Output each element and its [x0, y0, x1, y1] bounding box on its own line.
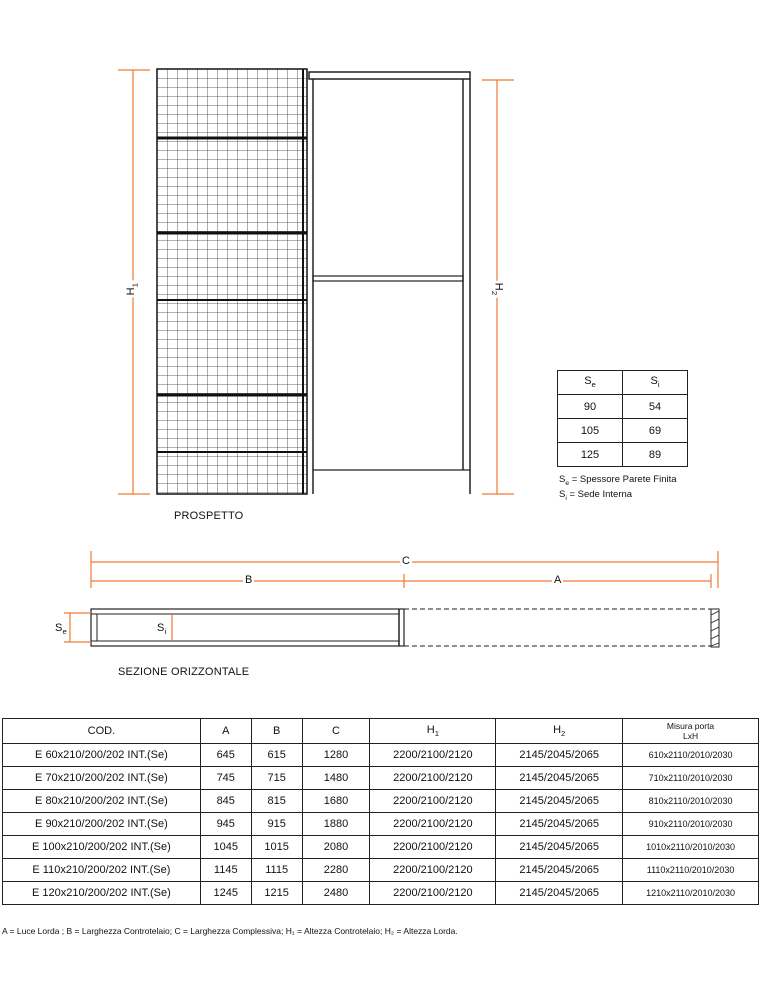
cell-b: 715 — [251, 767, 302, 790]
cell-h2: 2145/2045/2065 — [496, 790, 623, 813]
cell-h2: 2145/2045/2065 — [496, 882, 623, 905]
cell-b: 615 — [251, 744, 302, 767]
cell-a: 645 — [200, 744, 251, 767]
cell-a: 1145 — [200, 859, 251, 882]
cell-c: 1880 — [302, 813, 370, 836]
cell-misura: 1110x2110/2010/2030 — [623, 859, 759, 882]
table-row — [558, 395, 688, 419]
header-misura: Misura porta LxH — [623, 719, 759, 744]
legend-item: $S_e$ = Spessore Parete Finita — [559, 474, 677, 487]
se-si-dimensions — [64, 613, 172, 642]
thickness-table-header — [558, 371, 688, 395]
cell-h2: 2145/2045/2065 — [496, 813, 623, 836]
cell-misura: 810x2110/2010/2030 — [623, 790, 759, 813]
cell-c: 1280 — [302, 744, 370, 767]
cell-a: 1045 — [200, 836, 251, 859]
cell-c: 1680 — [302, 790, 370, 813]
cell-h1: 2200/2100/2120 — [370, 836, 496, 859]
cell-misura: 710x2110/2010/2030 — [623, 767, 759, 790]
cell-h2: 2145/2045/2065 — [496, 836, 623, 859]
table-row — [558, 419, 688, 443]
c-label: C — [402, 555, 410, 567]
b-label: B — [245, 574, 253, 586]
sezione-label: SEZIONE ORIZZONTALE — [118, 666, 250, 678]
table-row — [3, 813, 759, 836]
cell-misura: 1210x2110/2010/2030 — [623, 882, 759, 905]
cell-cod: E 80x210/200/202 INT.(Se) — [3, 790, 201, 813]
cell-se: 125 — [558, 443, 623, 467]
table-row — [3, 882, 759, 905]
mesh-panel — [157, 69, 307, 494]
cell-cod: E 100x210/200/202 INT.(Se) — [3, 836, 201, 859]
cell-h2: 2145/2045/2065 — [496, 767, 623, 790]
header-si: $S_i$ — [623, 371, 688, 395]
cell-b: 1115 — [251, 859, 302, 882]
cell-si: 89 — [623, 443, 688, 467]
door-frame — [309, 72, 470, 494]
cell-h1: 2200/2100/2120 — [370, 859, 496, 882]
cell-misura: 910x2110/2010/2030 — [623, 813, 759, 836]
cell-se: 90 — [558, 395, 623, 419]
cell-cod: E 90x210/200/202 INT.(Se) — [3, 813, 201, 836]
table-row — [3, 790, 759, 813]
cell-misura: 610x2110/2010/2030 — [623, 744, 759, 767]
cell-si: 69 — [623, 419, 688, 443]
footnote: A = Luce Lorda ; B = Larghezza Controtelaio; C = Larghezza Complessiva; H₁ = Altezza Controtelaio; H₂ = Altezza Lorda. — [2, 926, 458, 936]
cell-h1: 2200/2100/2120 — [370, 790, 496, 813]
dimensions-table-body — [3, 744, 759, 905]
header-cod: COD. — [3, 719, 201, 744]
cell-h2: 2145/2045/2065 — [496, 744, 623, 767]
si-label: $S_i$ — [157, 622, 167, 637]
a-label: A — [554, 574, 562, 586]
header-h1: $H_1$ — [370, 719, 496, 744]
cell-cod: E 120x210/200/202 INT.(Se) — [3, 882, 201, 905]
header-a: A — [200, 719, 251, 744]
table-row — [3, 744, 759, 767]
cell-a: 1245 — [200, 882, 251, 905]
cell-a: 845 — [200, 790, 251, 813]
cell-c: 2080 — [302, 836, 370, 859]
cell-a: 745 — [200, 767, 251, 790]
table-row — [3, 836, 759, 859]
cell-se: 105 — [558, 419, 623, 443]
cell-h1: 2200/2100/2120 — [370, 813, 496, 836]
header-h2: $H_2$ — [496, 719, 623, 744]
dimensions-table — [2, 718, 759, 905]
se-label: $S_e$ — [55, 622, 68, 637]
table-row — [3, 859, 759, 882]
cell-h1: 2200/2100/2120 — [370, 744, 496, 767]
cell-c: 2280 — [302, 859, 370, 882]
thickness-legend — [559, 474, 677, 504]
cell-misura: 1010x2110/2010/2030 — [623, 836, 759, 859]
table-row — [3, 767, 759, 790]
cell-b: 815 — [251, 790, 302, 813]
cell-c: 1480 — [302, 767, 370, 790]
header-se: $S_e$ — [558, 371, 623, 395]
section-profile — [91, 609, 719, 647]
h1-label: $H_1$ — [125, 282, 140, 296]
h2-label: $H_2$ — [490, 282, 505, 296]
cell-a: 945 — [200, 813, 251, 836]
cell-cod: E 70x210/200/202 INT.(Se) — [3, 767, 201, 790]
header-b: B — [251, 719, 302, 744]
prospetto-label: PROSPETTO — [174, 510, 244, 522]
cell-cod: E 110x210/200/202 INT.(Se) — [3, 859, 201, 882]
cell-h1: 2200/2100/2120 — [370, 882, 496, 905]
cell-si: 54 — [623, 395, 688, 419]
header-c: C — [302, 719, 370, 744]
cell-cod: E 60x210/200/202 INT.(Se) — [3, 744, 201, 767]
table-header-row — [3, 719, 759, 744]
cell-h2: 2145/2045/2065 — [496, 859, 623, 882]
cell-h1: 2200/2100/2120 — [370, 767, 496, 790]
cell-c: 2480 — [302, 882, 370, 905]
table-row — [558, 443, 688, 467]
cell-b: 915 — [251, 813, 302, 836]
thickness-table — [557, 370, 688, 467]
legend-item: $S_i$ = Sede Interna — [559, 488, 633, 502]
cell-b: 1215 — [251, 882, 302, 905]
cell-b: 1015 — [251, 836, 302, 859]
